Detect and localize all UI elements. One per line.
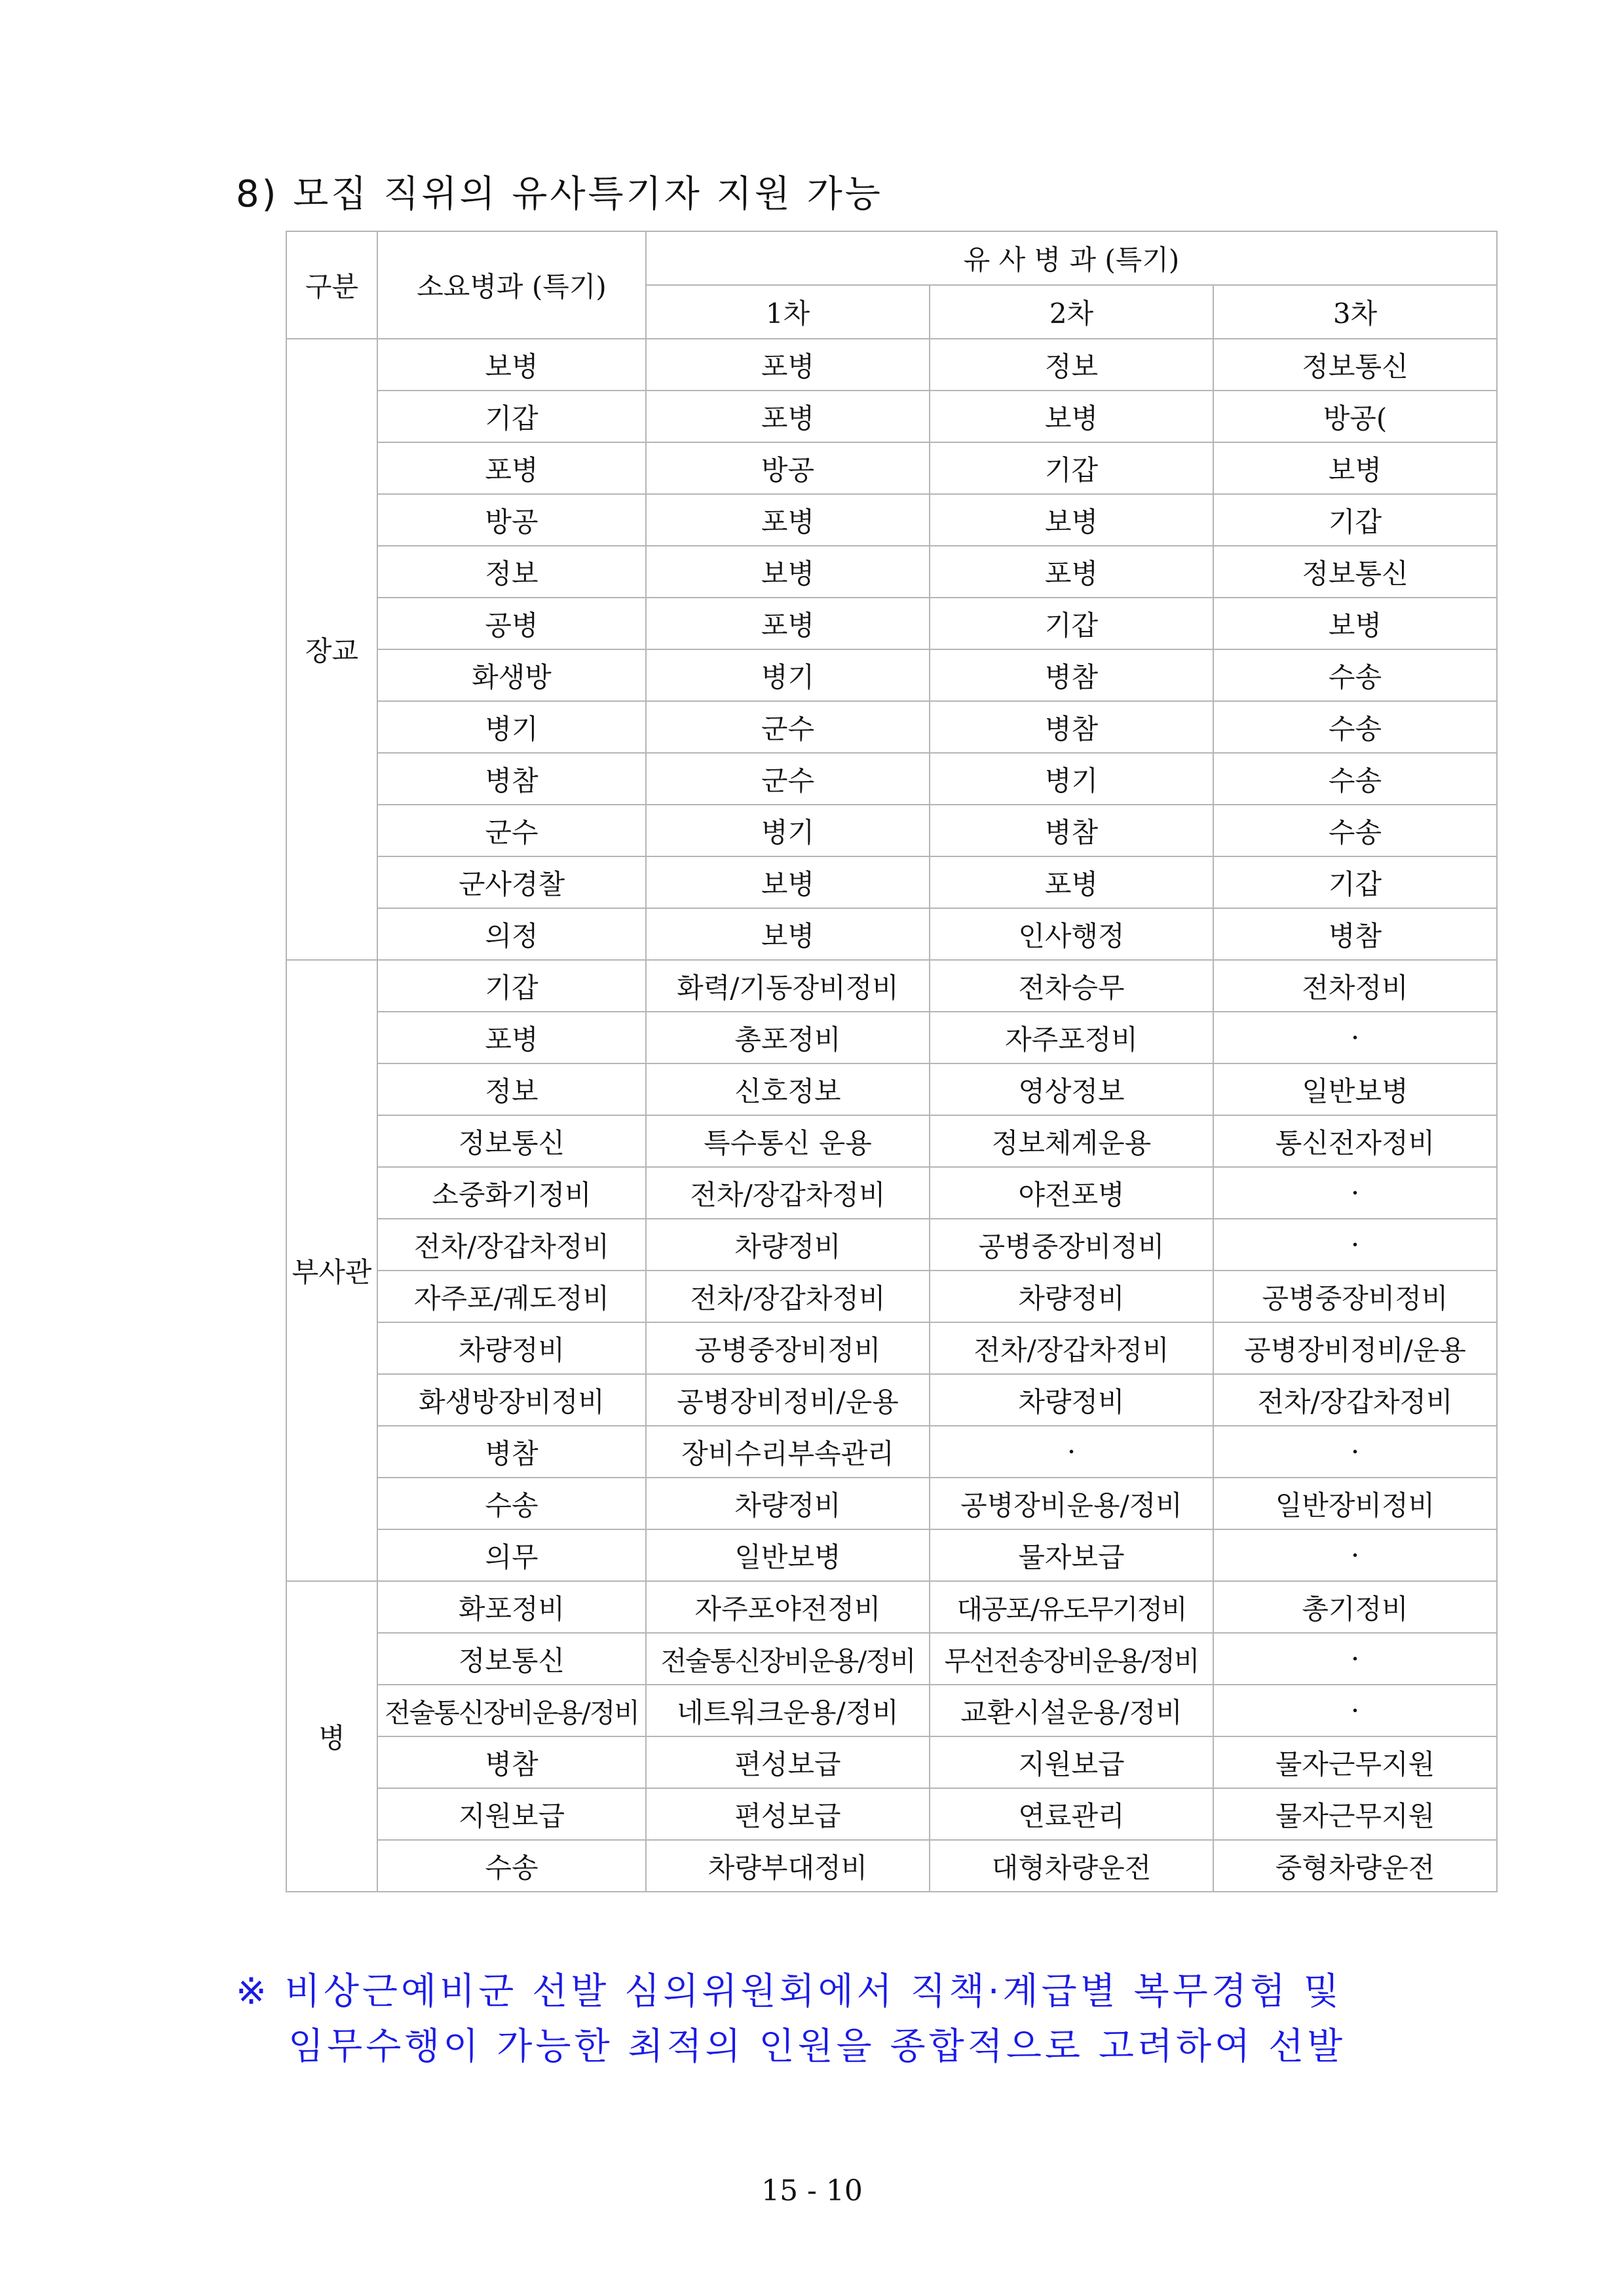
rank-2-cell: 병참 bbox=[930, 805, 1213, 856]
table-row bbox=[286, 701, 1497, 753]
required-specialty-cell: 의무 bbox=[377, 1529, 646, 1581]
rank-1-cell: 자주포야전정비 bbox=[646, 1581, 930, 1633]
rank-3-cell: 일반보병 bbox=[1213, 1063, 1497, 1115]
rank-1-cell: 전차/장갑차정비 bbox=[646, 1167, 930, 1219]
rank-2-cell: 병참 bbox=[930, 649, 1213, 701]
rank-2-cell: 보병 bbox=[930, 391, 1213, 442]
rank-2-cell: 연료관리 bbox=[930, 1788, 1213, 1840]
rank-3-cell: · bbox=[1213, 1426, 1497, 1478]
table-row bbox=[286, 1271, 1497, 1322]
rank-1-cell: 총포정비 bbox=[646, 1012, 930, 1063]
rank-2-cell: 기갑 bbox=[930, 442, 1213, 494]
required-specialty-cell: 소중화기정비 bbox=[377, 1167, 646, 1219]
rank-1-cell: 공병장비정비/운용 bbox=[646, 1374, 930, 1426]
table-row bbox=[286, 339, 1497, 391]
table-row bbox=[286, 1115, 1497, 1167]
rank-1-cell: 일반보병 bbox=[646, 1529, 930, 1581]
required-specialty-cell: 군수 bbox=[377, 805, 646, 856]
rank-3-cell: · bbox=[1213, 1167, 1497, 1219]
rank-1-cell: 화력/기동장비정비 bbox=[646, 960, 930, 1012]
rank-2-cell: 전차/장갑차정비 bbox=[930, 1322, 1213, 1374]
table-row bbox=[286, 805, 1497, 856]
table-row bbox=[286, 1581, 1497, 1633]
header-similar-specialty: 유 사 병 과 (특기) bbox=[646, 231, 1497, 285]
rank-2-cell: 공병장비운용/정비 bbox=[930, 1478, 1213, 1529]
required-specialty-cell: 정보 bbox=[377, 1063, 646, 1115]
table-row bbox=[286, 1529, 1497, 1581]
table-row bbox=[286, 1685, 1497, 1736]
rank-1-cell: 보병 bbox=[646, 856, 930, 908]
required-specialty-cell: 공병 bbox=[377, 598, 646, 649]
rank-2-cell: 보병 bbox=[930, 494, 1213, 546]
required-specialty-cell: 병참 bbox=[377, 1736, 646, 1788]
rank-3-cell: 공병중장비정비 bbox=[1213, 1271, 1497, 1322]
table-row bbox=[286, 494, 1497, 546]
table-row bbox=[286, 1167, 1497, 1219]
rank-2-cell: 무선전송장비운용/정비 bbox=[930, 1633, 1213, 1685]
rank-2-cell: 공병중장비정비 bbox=[930, 1219, 1213, 1271]
required-specialty-cell: 방공 bbox=[377, 494, 646, 546]
rank-2-cell: 대형차량운전 bbox=[930, 1840, 1213, 1892]
group-label: 장교 bbox=[286, 339, 377, 960]
table-row bbox=[286, 1633, 1497, 1685]
table-row bbox=[286, 546, 1497, 598]
rank-3-cell: 전차정비 bbox=[1213, 960, 1497, 1012]
header-rank-2: 2차 bbox=[930, 285, 1213, 339]
rank-3-cell: 보병 bbox=[1213, 598, 1497, 649]
table-row bbox=[286, 1478, 1497, 1529]
table-row bbox=[286, 1012, 1497, 1063]
required-specialty-cell: 포병 bbox=[377, 1012, 646, 1063]
rank-2-cell: 영상정보 bbox=[930, 1063, 1213, 1115]
header-row-1 bbox=[286, 231, 1497, 285]
rank-1-cell: 편성보급 bbox=[646, 1736, 930, 1788]
table-row bbox=[286, 1219, 1497, 1271]
header-rank-1: 1차 bbox=[646, 285, 930, 339]
table-row bbox=[286, 1736, 1497, 1788]
rank-3-cell: 수송 bbox=[1213, 701, 1497, 753]
table-row bbox=[286, 908, 1497, 960]
table-row bbox=[286, 1426, 1497, 1478]
rank-1-cell: 전술통신장비운용/정비 bbox=[646, 1633, 930, 1685]
rank-2-cell: 야전포병 bbox=[930, 1167, 1213, 1219]
rank-1-cell: 보병 bbox=[646, 546, 930, 598]
rank-3-cell: · bbox=[1213, 1012, 1497, 1063]
required-specialty-cell: 화포정비 bbox=[377, 1581, 646, 1633]
rank-1-cell: 포병 bbox=[646, 494, 930, 546]
rank-1-cell: 차량부대정비 bbox=[646, 1840, 930, 1892]
required-specialty-cell: 정보통신 bbox=[377, 1115, 646, 1167]
table-row bbox=[286, 1063, 1497, 1115]
group-label: 병 bbox=[286, 1581, 377, 1892]
rank-2-cell: 포병 bbox=[930, 546, 1213, 598]
required-specialty-cell: 수송 bbox=[377, 1840, 646, 1892]
rank-1-cell: 병기 bbox=[646, 805, 930, 856]
rank-2-cell: 포병 bbox=[930, 856, 1213, 908]
rank-1-cell: 포병 bbox=[646, 391, 930, 442]
rank-2-cell: 물자보급 bbox=[930, 1529, 1213, 1581]
rank-2-cell: 전차승무 bbox=[930, 960, 1213, 1012]
rank-1-cell: 차량정비 bbox=[646, 1219, 930, 1271]
rank-2-cell: 정보 bbox=[930, 339, 1213, 391]
rank-3-cell: 보병 bbox=[1213, 442, 1497, 494]
rank-3-cell: 병참 bbox=[1213, 908, 1497, 960]
rank-3-cell: 기갑 bbox=[1213, 494, 1497, 546]
rank-1-cell: 편성보급 bbox=[646, 1788, 930, 1840]
required-specialty-cell: 병참 bbox=[377, 1426, 646, 1478]
rank-1-cell: 신호정보 bbox=[646, 1063, 930, 1115]
rank-1-cell: 보병 bbox=[646, 908, 930, 960]
required-specialty-cell: 자주포/궤도정비 bbox=[377, 1271, 646, 1322]
rank-3-cell: 일반장비정비 bbox=[1213, 1478, 1497, 1529]
required-specialty-cell: 군사경찰 bbox=[377, 856, 646, 908]
required-specialty-cell: 기갑 bbox=[377, 391, 646, 442]
rank-3-cell: · bbox=[1213, 1529, 1497, 1581]
table-row bbox=[286, 1322, 1497, 1374]
rank-2-cell: 차량정비 bbox=[930, 1271, 1213, 1322]
note-line-1: ※ 비상근예비군 선발 심의위원회에서 직책·계급별 복무경험 및 bbox=[236, 1970, 1342, 2013]
table-row bbox=[286, 753, 1497, 805]
rank-3-cell: 기갑 bbox=[1213, 856, 1497, 908]
rank-3-cell: 중형차량운전 bbox=[1213, 1840, 1497, 1892]
rank-1-cell: 포병 bbox=[646, 598, 930, 649]
page-number: 15 - 10 bbox=[761, 2174, 863, 2208]
table-row bbox=[286, 391, 1497, 442]
required-specialty-cell: 화생방 bbox=[377, 649, 646, 701]
rank-2-cell: 자주포정비 bbox=[930, 1012, 1213, 1063]
table-row bbox=[286, 1840, 1497, 1892]
required-specialty-cell: 보병 bbox=[377, 339, 646, 391]
rank-1-cell: 공병중장비정비 bbox=[646, 1322, 930, 1374]
rank-3-cell: 수송 bbox=[1213, 805, 1497, 856]
rank-1-cell: 장비수리부속관리 bbox=[646, 1426, 930, 1478]
table-row bbox=[286, 960, 1497, 1012]
required-specialty-cell: 병기 bbox=[377, 701, 646, 753]
rank-3-cell: 총기정비 bbox=[1213, 1581, 1497, 1633]
rank-3-cell: 수송 bbox=[1213, 649, 1497, 701]
required-specialty-cell: 포병 bbox=[377, 442, 646, 494]
rank-3-cell: 물자근무지원 bbox=[1213, 1788, 1497, 1840]
required-specialty-cell: 차량정비 bbox=[377, 1322, 646, 1374]
header-rank-3: 3차 bbox=[1213, 285, 1497, 339]
rank-2-cell: 차량정비 bbox=[930, 1374, 1213, 1426]
table-row bbox=[286, 1788, 1497, 1840]
section-heading: 8) 모집 직위의 유사특기자 지원 가능 bbox=[236, 173, 883, 216]
selection-note bbox=[236, 1964, 1346, 2075]
rank-2-cell: 병기 bbox=[930, 753, 1213, 805]
table-body bbox=[286, 231, 1497, 1892]
required-specialty-cell: 정보통신 bbox=[377, 1633, 646, 1685]
rank-3-cell: · bbox=[1213, 1685, 1497, 1736]
required-specialty-cell: 기갑 bbox=[377, 960, 646, 1012]
rank-3-cell: · bbox=[1213, 1219, 1497, 1271]
header-required-specialty: 소요병과 (특기) bbox=[377, 231, 646, 339]
rank-1-cell: 전차/장갑차정비 bbox=[646, 1271, 930, 1322]
required-specialty-cell: 화생방장비정비 bbox=[377, 1374, 646, 1426]
table-row bbox=[286, 1374, 1497, 1426]
rank-1-cell: 네트워크운용/정비 bbox=[646, 1685, 930, 1736]
table-row bbox=[286, 598, 1497, 649]
required-specialty-cell: 지원보급 bbox=[377, 1788, 646, 1840]
rank-1-cell: 군수 bbox=[646, 753, 930, 805]
rank-3-cell: 방공( bbox=[1213, 391, 1497, 442]
required-specialty-cell: 정보 bbox=[377, 546, 646, 598]
required-specialty-cell: 수송 bbox=[377, 1478, 646, 1529]
rank-2-cell: 인사행정 bbox=[930, 908, 1213, 960]
rank-1-cell: 포병 bbox=[646, 339, 930, 391]
required-specialty-cell: 병참 bbox=[377, 753, 646, 805]
similar-specialty-table bbox=[286, 231, 1498, 1892]
header-category: 구분 bbox=[286, 231, 377, 339]
rank-2-cell: 지원보급 bbox=[930, 1736, 1213, 1788]
rank-1-cell: 차량정비 bbox=[646, 1478, 930, 1529]
required-specialty-cell: 전차/장갑차정비 bbox=[377, 1219, 646, 1271]
rank-3-cell: 물자근무지원 bbox=[1213, 1736, 1497, 1788]
rank-2-cell: 기갑 bbox=[930, 598, 1213, 649]
required-specialty-cell: 전술통신장비운용/정비 bbox=[377, 1685, 646, 1736]
table-row bbox=[286, 856, 1497, 908]
rank-1-cell: 병기 bbox=[646, 649, 930, 701]
rank-3-cell: 정보통신 bbox=[1213, 546, 1497, 598]
rank-1-cell: 특수통신 운용 bbox=[646, 1115, 930, 1167]
note-line-2: 임무수행이 가능한 최적의 인원을 종합적으로 고려하여 선발 bbox=[288, 2025, 1346, 2068]
required-specialty-cell: 의정 bbox=[377, 908, 646, 960]
rank-2-cell: 정보체계운용 bbox=[930, 1115, 1213, 1167]
rank-1-cell: 방공 bbox=[646, 442, 930, 494]
rank-2-cell: 병참 bbox=[930, 701, 1213, 753]
rank-2-cell: 교환시설운용/정비 bbox=[930, 1685, 1213, 1736]
rank-3-cell: 수송 bbox=[1213, 753, 1497, 805]
rank-3-cell: 공병장비정비/운용 bbox=[1213, 1322, 1497, 1374]
rank-3-cell: 전차/장갑차정비 bbox=[1213, 1374, 1497, 1426]
rank-3-cell: · bbox=[1213, 1633, 1497, 1685]
rank-1-cell: 군수 bbox=[646, 701, 930, 753]
group-label: 부사관 bbox=[286, 960, 377, 1581]
rank-3-cell: 통신전자정비 bbox=[1213, 1115, 1497, 1167]
rank-2-cell: · bbox=[930, 1426, 1213, 1478]
table-row bbox=[286, 442, 1497, 494]
rank-3-cell: 정보통신 bbox=[1213, 339, 1497, 391]
table-row bbox=[286, 649, 1497, 701]
rank-2-cell: 대공포/유도무기정비 bbox=[930, 1581, 1213, 1633]
